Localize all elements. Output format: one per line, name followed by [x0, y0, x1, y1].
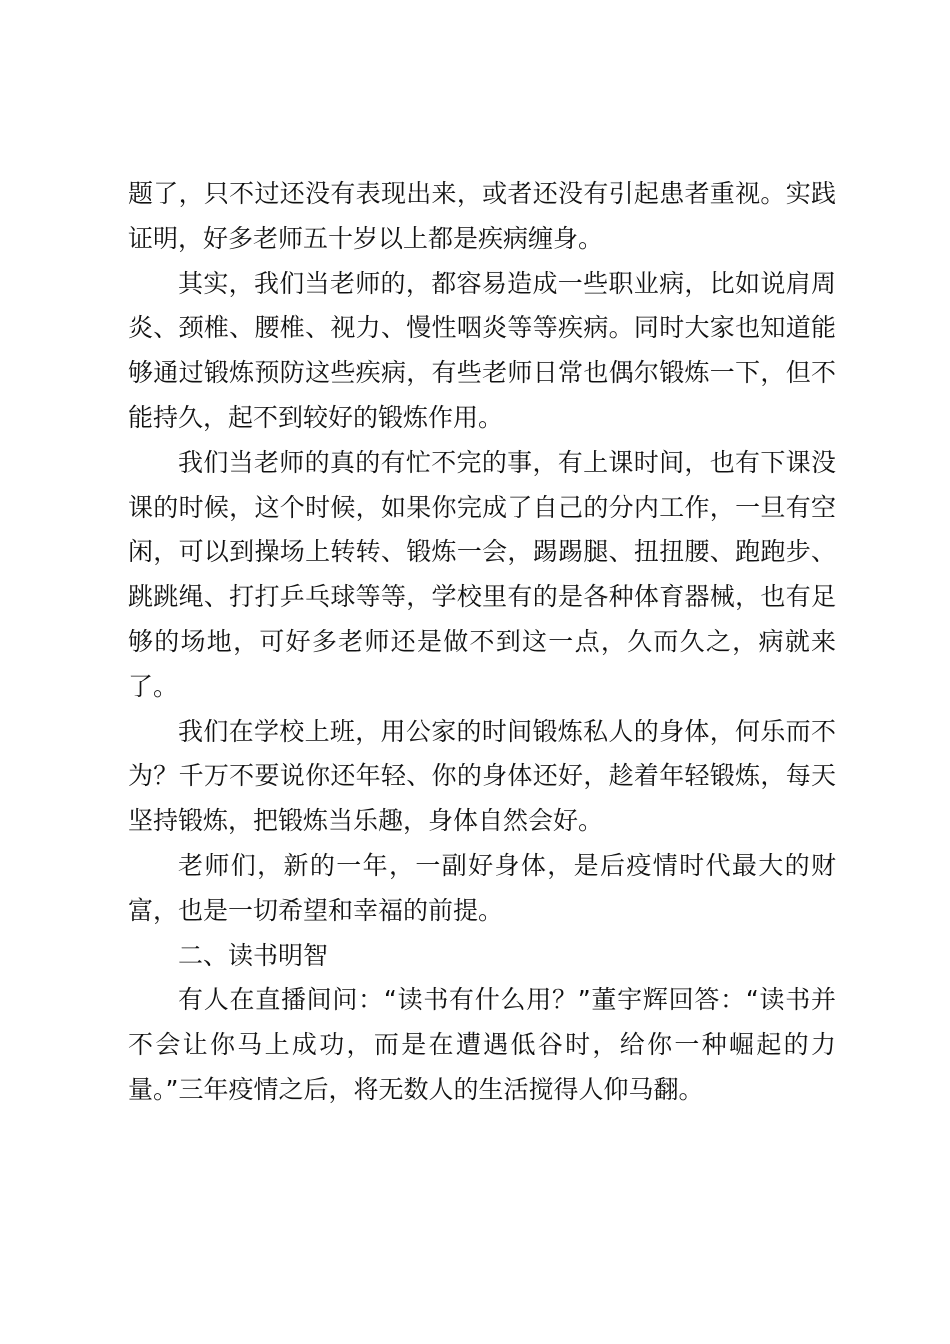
paragraph-1: 题了，只不过还没有表现出来，或者还没有引起患者重视。实践证明，好多老师五十岁以上都是疾病缠身。 [128, 179, 836, 253]
section-heading: 二、读书明智 [178, 940, 329, 970]
paragraph-4: 我们在学校上班，用公家的时间锻炼私人的身体，何乐而不为？千万不要说你还年轻、你的身体还好，趁着年轻锻炼，每天坚持锻炼，把锻炼当乐趣，身体自然会好。 [128, 716, 836, 836]
paragraph-3: 我们当老师的真的有忙不完的事，有上课时间，也有下课没课的时候，这个时候，如果你完成了自己的分内工作，一旦有空闲，可以到操场上转转、锻炼一会，踢踢腿、扭扭腰、跑跑步、跳跳绳、打打乒乓球等等，学校里有的是各种体育器械，也有足够的场地，可好多老师还是做不到这一点，久而久之，病就来了。 [128, 447, 836, 701]
document-body [128, 172, 836, 1113]
paragraph-2: 其实，我们当老师的，都容易造成一些职业病，比如说肩周炎、颈椎、腰椎、视力、慢性咽炎等等疾病。同时大家也知道能够通过锻炼预防这些疾病，有些老师日常也偶尔锻炼一下，但不能持久，起不到较好的锻炼作用。 [128, 268, 836, 432]
paragraph-5: 老师们，新的一年，一副好身体，是后疫情时代最大的财富，也是一切希望和幸福的前提。 [128, 850, 836, 925]
paragraph-6: 有人在直播间问：“读书有什么用？”董宇辉回答：“读书并不会让你马上成功，而是在遭遇低谷时，给你一种崛起的力量。”三年疫情之后，将无数人的生活搅得人仰马翻。 [128, 985, 836, 1104]
